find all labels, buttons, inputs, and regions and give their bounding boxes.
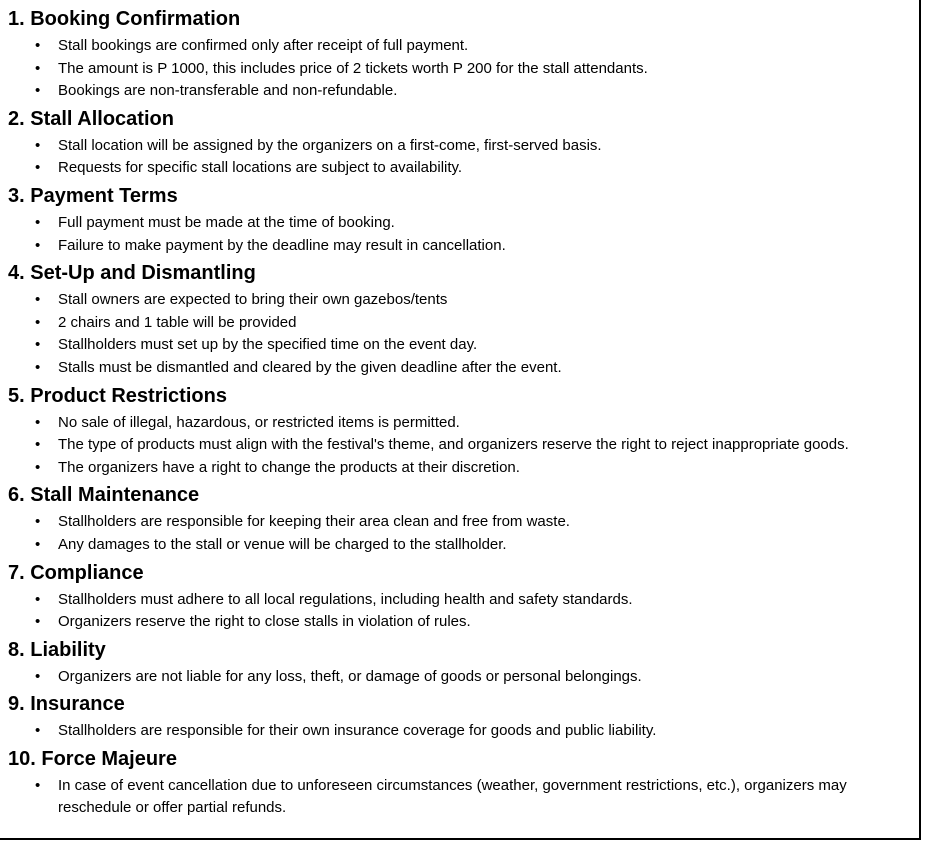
bullet-item: • Stalls must be dismantled and cleared by the given deadline after the event. (8, 357, 911, 380)
section-payment-terms (8, 183, 911, 257)
section-heading: 6. Stall Maintenance (8, 484, 200, 507)
bullet-item: • Organizers reserve the right to close stalls in violation of rules. (8, 611, 911, 634)
section-booking-confirmation (8, 6, 911, 103)
bullet-item: • The type of products must align with the festival's theme, and organizers reserve the right to reject inappropriate goods. (8, 434, 911, 457)
section-stall-allocation (8, 106, 911, 180)
section-liability (8, 637, 911, 689)
section-heading: 4. Set-Up and Dismantling (8, 262, 256, 285)
bullet-item: • 2 chairs and 1 table will be provided (8, 312, 911, 335)
bullet-list (8, 666, 911, 689)
bullet-list (8, 589, 911, 634)
bullet-item: • Stall location will be assigned by the organizers on a first-come, first-served basis. (8, 135, 911, 158)
bullet-item: • No sale of illegal, hazardous, or restricted items is permitted. (8, 412, 911, 435)
bullet-list (8, 775, 911, 820)
bullet-list (8, 212, 911, 257)
section-heading: 7. Compliance (8, 561, 144, 584)
section-heading: 5. Product Restrictions (8, 384, 227, 407)
section-heading: 3. Payment Terms (8, 184, 178, 207)
bullet-list (8, 412, 911, 480)
bullet-item: • Failure to make payment by the deadline may result in cancellation. (8, 235, 911, 258)
section-compliance (8, 560, 911, 634)
section-heading: 8. Liability (8, 638, 106, 661)
bullet-item: • Stallholders must adhere to all local regulations, including health and safety standards. (8, 589, 911, 612)
bullet-list (8, 720, 911, 743)
bullet-item: • Stall owners are expected to bring their own gazebos/tents (8, 289, 911, 312)
section-stall-maintenance (8, 482, 911, 556)
bullet-item: • Bookings are non-transferable and non-refundable. (8, 80, 911, 103)
bullet-item: • In case of event cancellation due to unforeseen circumstances (weather, government restrictions, etc.), organizers may reschedule or offer partial refunds. (8, 775, 911, 820)
bullet-item: • Organizers are not liable for any loss, theft, or damage of goods or personal belongings. (8, 666, 911, 689)
section-heading: 2. Stall Allocation (8, 107, 174, 130)
bullet-list (8, 135, 911, 180)
bullet-item: • Requests for specific stall locations are subject to availability. (8, 157, 911, 180)
section-insurance (8, 691, 911, 743)
section-heading: 9. Insurance (8, 693, 125, 716)
section-product-restrictions (8, 383, 911, 480)
bullet-list (8, 35, 911, 103)
bullet-item: • Full payment must be made at the time of booking. (8, 212, 911, 235)
bullet-list (8, 511, 911, 556)
bullet-item: • The organizers have a right to change the products at their discretion. (8, 457, 911, 480)
bullet-list (8, 289, 911, 379)
bullet-item: • Stall bookings are confirmed only after receipt of full payment. (8, 35, 911, 58)
section-heading: 1. Booking Confirmation (8, 8, 241, 30)
bullet-item: • Any damages to the stall or venue will be charged to the stallholder. (8, 534, 911, 557)
section-force-majeure (8, 746, 911, 820)
bullet-item: • Stallholders are responsible for their own insurance coverage for goods and public liability. (8, 720, 911, 743)
section-setup-dismantling (8, 260, 911, 379)
bullet-item: • The amount is P 1000, this includes price of 2 tickets worth P 200 for the stall attendants. (8, 58, 911, 81)
section-heading: 10. Force Majeure (8, 747, 177, 770)
bullet-item: • Stallholders must set up by the specified time on the event day. (8, 334, 911, 357)
bullet-item: • Stallholders are responsible for keeping their area clean and free from waste. (8, 511, 911, 534)
